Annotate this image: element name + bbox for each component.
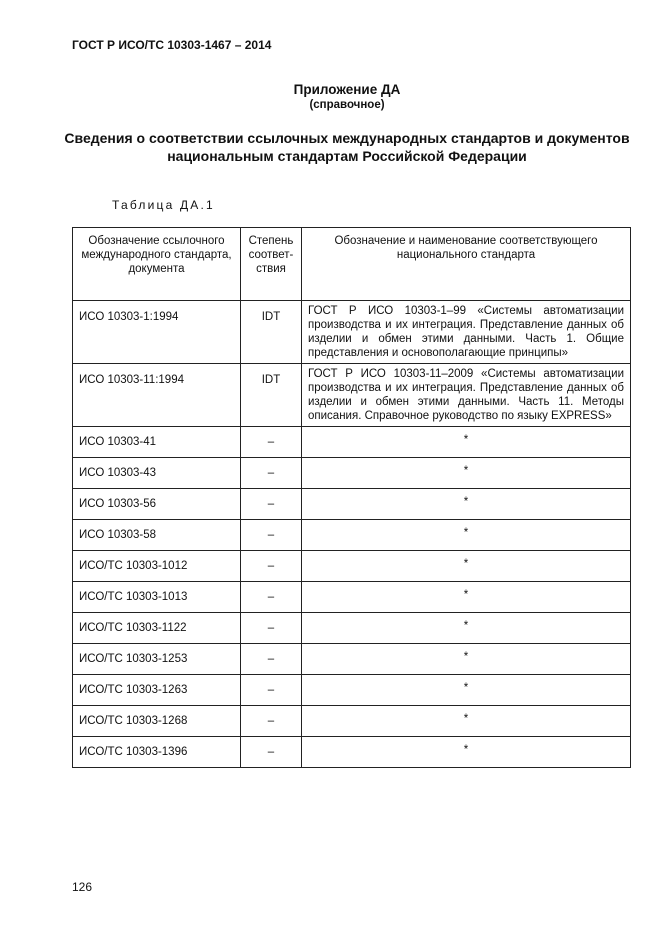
reference-standard-cell: ИСО/ТС 10303-1268 <box>73 706 241 737</box>
reference-standard-cell: ИСО/ТС 10303-1122 <box>73 613 241 644</box>
degree-cell: – <box>241 427 302 458</box>
degree-cell: – <box>241 489 302 520</box>
reference-standard-cell: ИСО 10303-41 <box>73 427 241 458</box>
table-row <box>73 551 631 582</box>
national-standard-cell <box>302 582 631 613</box>
degree-cell: – <box>241 737 302 768</box>
column-header-national: Обозначение и наименование соответствующего национального стандарта <box>302 228 631 301</box>
degree-cell: – <box>241 458 302 489</box>
national-standard-cell <box>302 644 631 675</box>
table-row <box>73 675 631 706</box>
national-standard-cell <box>302 551 631 582</box>
no-equivalent-mark: * <box>463 682 469 694</box>
degree-cell: – <box>241 551 302 582</box>
column-header-degree: Степень соответ-ствия <box>241 228 302 301</box>
national-standard-cell <box>302 489 631 520</box>
table-row <box>73 613 631 644</box>
reference-standard-cell: ИСО/ТС 10303-1396 <box>73 737 241 768</box>
reference-standard-cell: ИСО 10303-56 <box>73 489 241 520</box>
national-standard-cell: ГОСТ Р ИСО 10303-1–99 «Системы автоматизации производства и их интеграция. Представление данных об изделии и обмен этими данными. Часть 1. Общие представления и основополагающие принципы» <box>302 301 631 364</box>
table-row <box>73 458 631 489</box>
degree-cell: – <box>241 675 302 706</box>
national-standard-cell <box>302 737 631 768</box>
table-body <box>73 301 631 768</box>
table-header-row <box>73 228 631 301</box>
table-row <box>73 427 631 458</box>
reference-standard-cell: ИСО/ТС 10303-1253 <box>73 644 241 675</box>
reference-standard-cell: ИСО 10303-11:1994 <box>73 364 241 427</box>
no-equivalent-mark: * <box>463 620 469 632</box>
no-equivalent-mark: * <box>463 713 469 725</box>
reference-standard-cell: ИСО 10303-43 <box>73 458 241 489</box>
annex-title: Приложение ДА <box>293 82 401 97</box>
national-standard-cell <box>302 520 631 551</box>
national-standard-cell <box>302 675 631 706</box>
reference-standard-cell: ИСО 10303-58 <box>73 520 241 551</box>
no-equivalent-mark: * <box>463 465 469 477</box>
degree-cell: – <box>241 706 302 737</box>
national-standard-cell <box>302 458 631 489</box>
section-heading: Сведения о соответствии ссылочных международных стандартов и документов национальным стандартам Российской Федерации <box>64 130 630 164</box>
degree-cell: – <box>241 582 302 613</box>
table-row <box>73 644 631 675</box>
national-standard-cell: ГОСТ Р ИСО 10303-11–2009 «Системы автоматизации производства и их интеграция. Представление данных об изделии и обмен этими данными. Часть 11. Методы описания. Справочное руководство по языку EXPRESS» <box>302 364 631 427</box>
table-row <box>73 301 631 364</box>
table-row <box>73 706 631 737</box>
no-equivalent-mark: * <box>463 744 469 756</box>
correspondence-table <box>72 227 631 768</box>
degree-cell: IDT <box>241 364 302 427</box>
degree-cell: – <box>241 644 302 675</box>
no-equivalent-mark: * <box>463 589 469 601</box>
document-header: ГОСТ Р ИСО/ТС 10303-1467 – 2014 <box>72 38 272 52</box>
reference-standard-cell: ИСО/ТС 10303-1263 <box>73 675 241 706</box>
reference-standard-cell: ИСО/ТС 10303-1012 <box>73 551 241 582</box>
no-equivalent-mark: * <box>463 558 469 570</box>
column-header-reference: Обозначение ссылочного международного стандарта, документа <box>73 228 241 301</box>
reference-standard-cell: ИСО 10303-1:1994 <box>73 301 241 364</box>
national-standard-cell <box>302 706 631 737</box>
no-equivalent-mark: * <box>463 527 469 539</box>
annex-subtitle: (справочное) <box>309 99 385 111</box>
page-number: 126 <box>72 880 93 894</box>
degree-cell: IDT <box>241 301 302 364</box>
no-equivalent-mark: * <box>463 496 469 508</box>
national-standard-cell <box>302 613 631 644</box>
no-equivalent-mark: * <box>463 434 469 446</box>
table-row <box>73 737 631 768</box>
reference-standard-cell: ИСО/ТС 10303-1013 <box>73 582 241 613</box>
degree-cell: – <box>241 613 302 644</box>
no-equivalent-mark: * <box>463 651 469 663</box>
table-row <box>73 520 631 551</box>
national-standard-cell <box>302 427 631 458</box>
table-caption: Таблица ДА.1 <box>112 198 215 212</box>
table-row <box>73 582 631 613</box>
degree-cell: – <box>241 520 302 551</box>
table-row <box>73 364 631 427</box>
table-row <box>73 489 631 520</box>
